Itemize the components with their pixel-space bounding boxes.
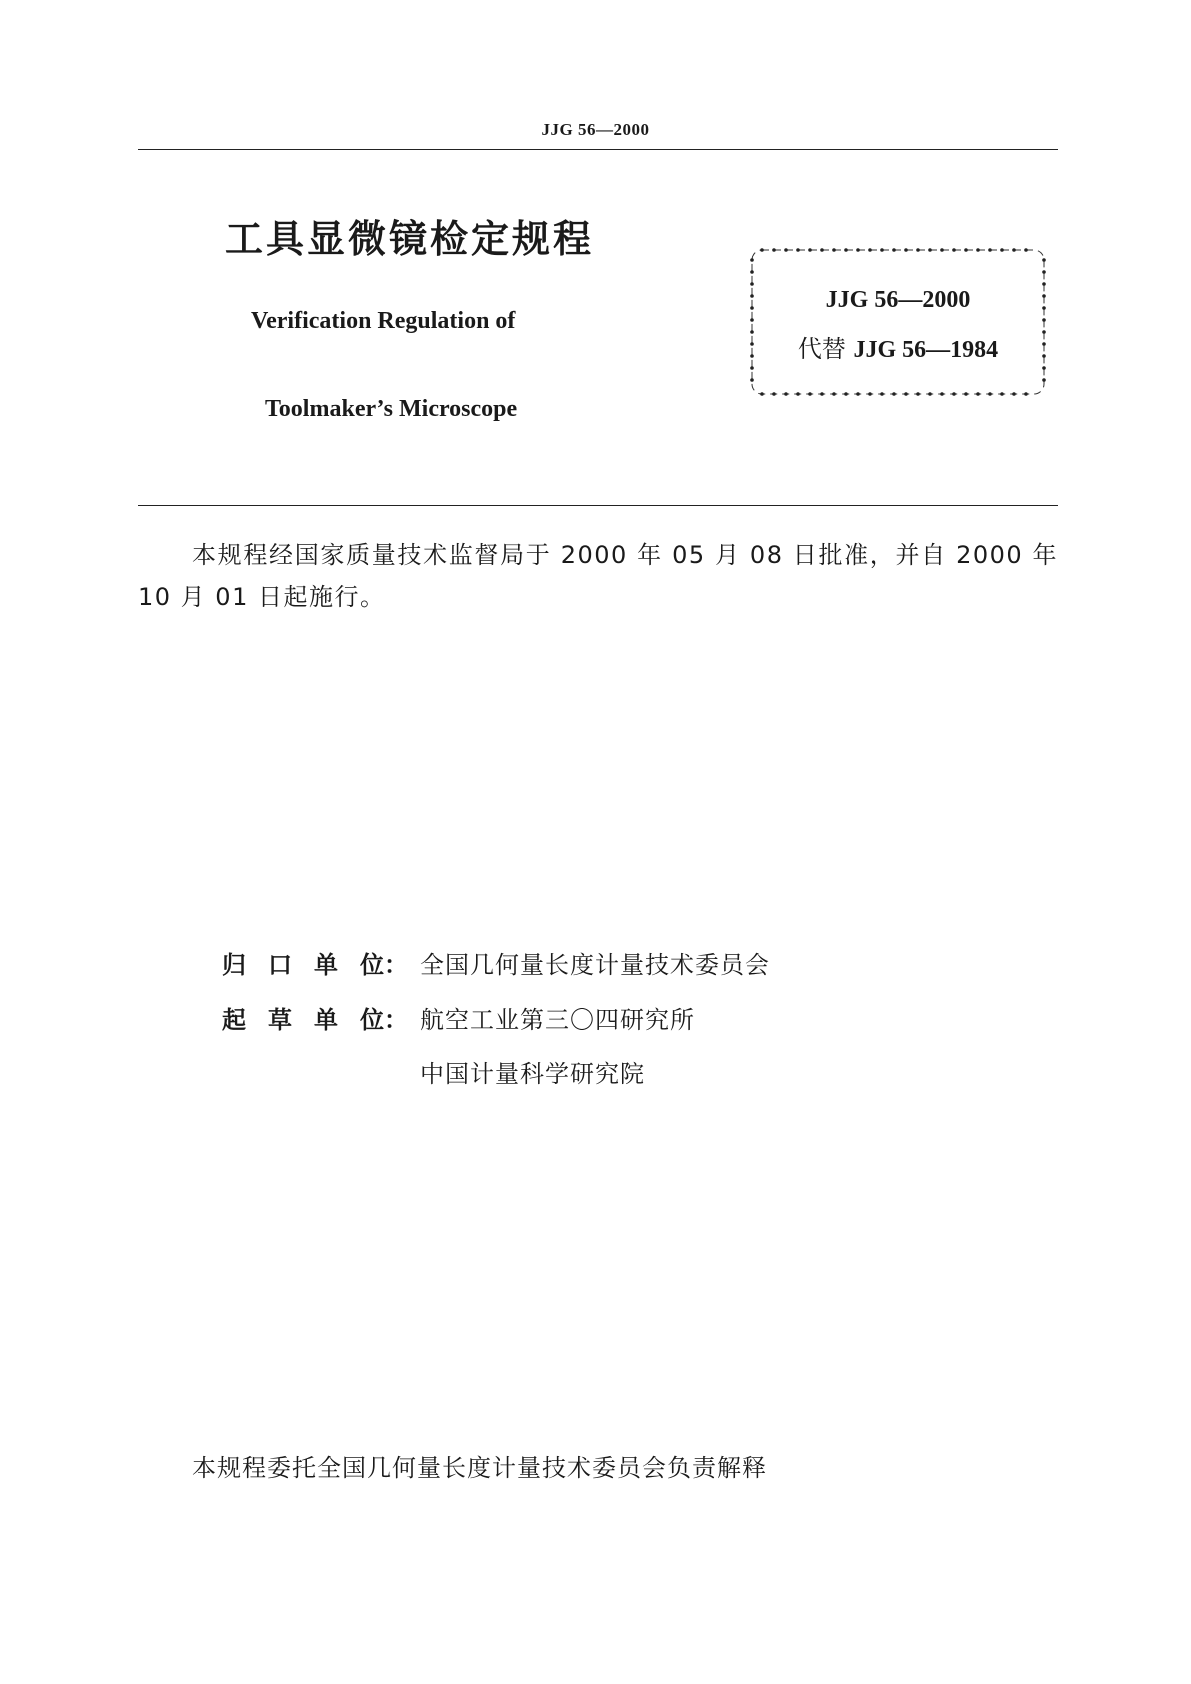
interpretation-note: 本规程委托全国几何量长度计量技术委员会负责解释 <box>192 1454 767 1482</box>
drafting-unit-label <box>222 1000 420 1035</box>
drafting-unit-value-2: 中国计量科学研究院 <box>420 1060 645 1088</box>
replaced-code: JJG 56—1984 <box>853 337 999 363</box>
section-divider <box>138 505 1058 506</box>
title-english-line1: Verification Regulation of <box>251 308 516 334</box>
label-char: 单 <box>314 1006 338 1034</box>
label-char: 起 <box>222 1006 246 1034</box>
responsible-unit-label <box>222 945 420 980</box>
replaces-prefix: 代替 <box>797 335 846 363</box>
standard-code-box <box>746 244 1050 400</box>
drafting-unit-row <box>222 1000 695 1035</box>
responsible-unit-row <box>222 945 770 980</box>
header-divider <box>138 149 1058 150</box>
drafting-unit-row-2 <box>420 1054 645 1089</box>
label-char: 草 <box>268 1006 292 1034</box>
label-char: 位： <box>360 951 408 979</box>
label-char: 口 <box>268 951 292 979</box>
drafting-unit-value-1: 航空工业第三〇四研究所 <box>420 1006 695 1034</box>
header-standard-code: JJG 56—2000 <box>541 120 650 139</box>
label-char: 归 <box>222 951 246 979</box>
decorative-border-icon <box>746 244 1050 400</box>
label-char: 位： <box>360 1006 408 1034</box>
label-char: 单 <box>314 951 338 979</box>
replaces-code-line <box>746 329 1050 364</box>
standard-code: JJG 56—2000 <box>825 287 971 313</box>
title-english-line2: Toolmaker’s Microscope <box>265 396 518 422</box>
approval-paragraph: 本规程经国家质量技术监督局于 2000 年 05 月 08 日批准，并自 2000 年 10 月 01 日起施行。 <box>138 541 1058 611</box>
title-chinese: 工具显微镜检定规程 <box>225 217 595 261</box>
responsible-unit-value: 全国几何量长度计量技术委员会 <box>420 951 770 979</box>
